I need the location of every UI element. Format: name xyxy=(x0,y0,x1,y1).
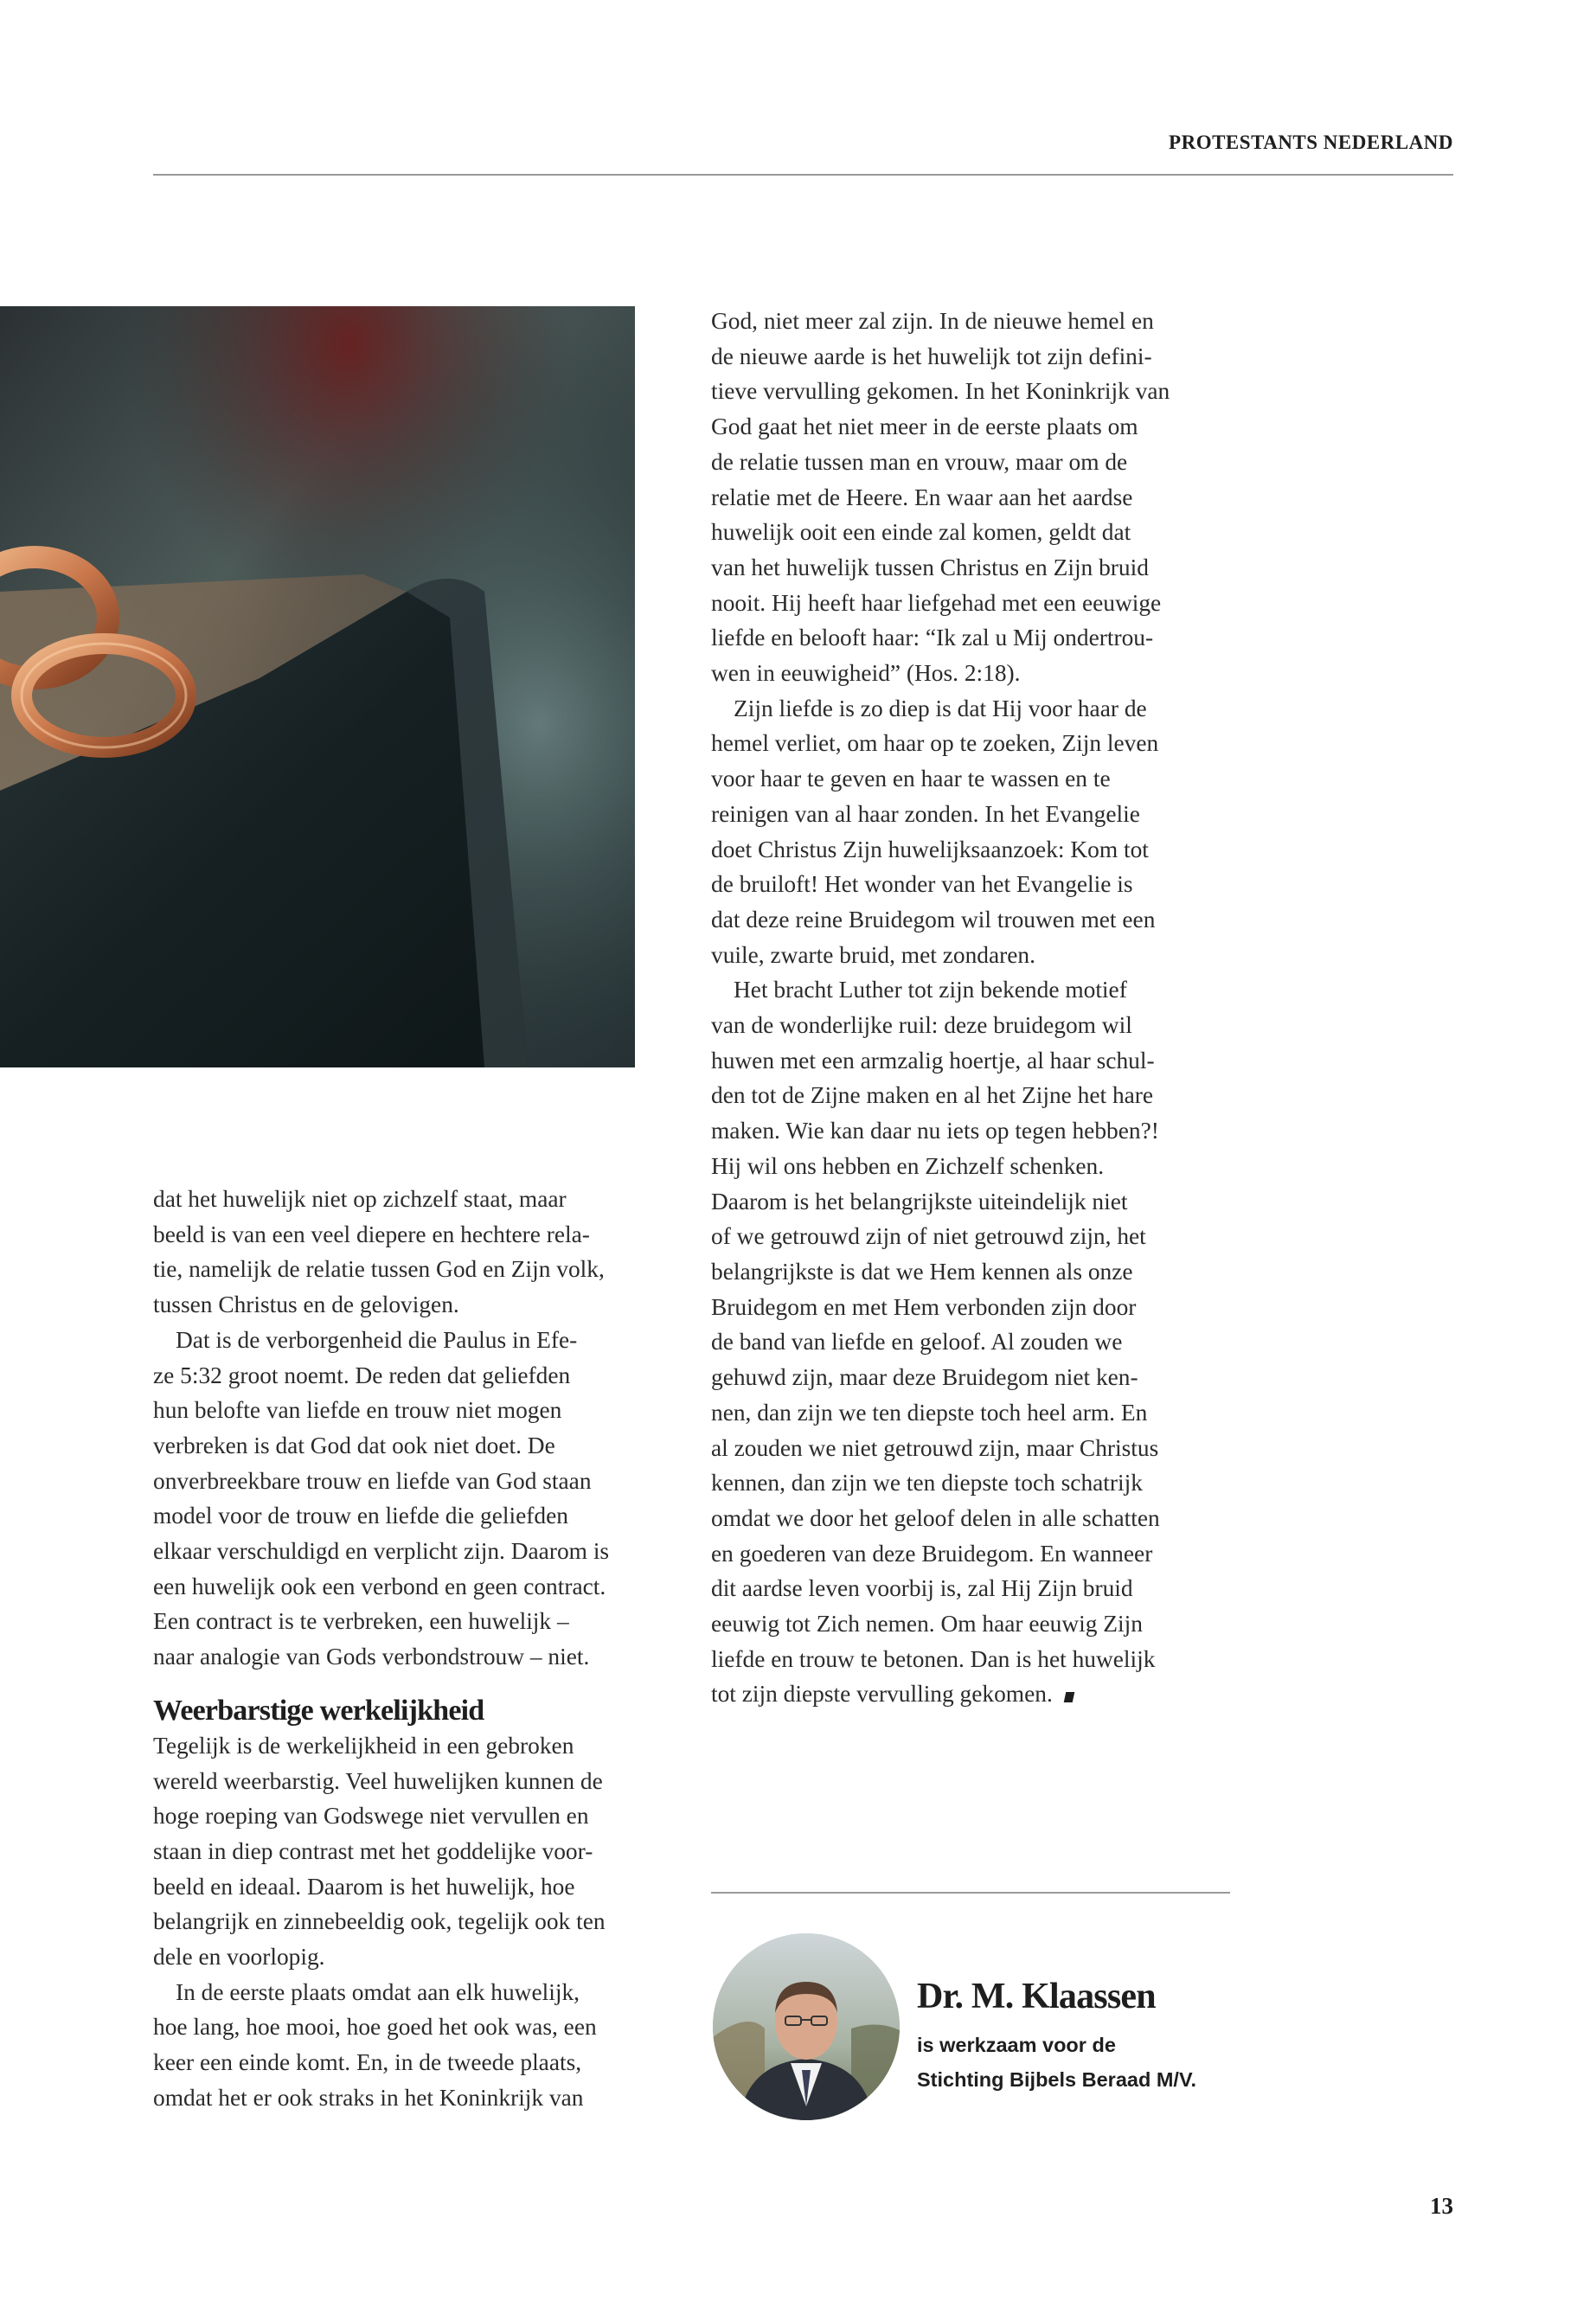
text-line: dat deze reine Bruidegom wil trouwen met een xyxy=(711,906,1156,933)
text-line: huwelijk ooit een einde zal komen, geldt dat xyxy=(711,519,1131,546)
text-line: van het huwelijk tussen Christus en Zijn bruid xyxy=(711,554,1149,580)
header-divider xyxy=(153,174,1453,176)
article-photo xyxy=(0,306,635,1067)
text-line: en goederen van deze Bruidegom. En wanneer xyxy=(711,1540,1153,1567)
author-portrait-icon xyxy=(713,1933,900,2120)
author-divider xyxy=(711,1892,1230,1894)
text-line: Dat is de verborgenheid die Paulus in Efe- xyxy=(176,1326,578,1353)
text-line: keer een einde komt. En, in de tweede plaats, xyxy=(153,2049,582,2076)
text-line: dit aardse leven voorbij is, zal Hij Zijn bruid xyxy=(711,1575,1133,1602)
text-line: de bruiloft! Het wonder van het Evangelie is xyxy=(711,871,1133,898)
text-line: voor haar te geven en haar te wassen en te xyxy=(711,766,1111,792)
text-line: Een contract is te verbreken, een huwelijk – xyxy=(153,1608,569,1635)
text-line: doet Christus Zijn huwelijksaanzoek: Kom tot xyxy=(711,836,1149,862)
text-line: de relatie tussen man en vrouw, maar om de xyxy=(711,448,1128,475)
text-line: ze 5:32 groot noemt. De reden dat geliefden xyxy=(153,1362,571,1388)
text-line: In de eerste plaats omdat aan elk huwelijk, xyxy=(176,1978,580,2005)
text-line-final xyxy=(711,1676,1195,1712)
text-line: nooit. Hij heeft haar liefgehad met een eeuwige xyxy=(711,589,1162,616)
text-line: den tot de Zijne maken en al het Zijne het hare xyxy=(711,1082,1154,1109)
text-line: tieve vervulling gekomen. In het Koninkrijk van xyxy=(711,378,1170,405)
text-line: of we getrouwd zijn of niet getrouwd zijn, het xyxy=(711,1223,1146,1250)
page-number: 13 xyxy=(1430,2193,1453,2219)
running-header: PROTESTANTS NEDERLAND xyxy=(1169,131,1453,153)
text-line: hun belofte van liefde en trouw niet mogen xyxy=(153,1397,562,1424)
text-line: belangrijkste is dat we Hem kennen als onze xyxy=(711,1258,1133,1285)
author-avatar xyxy=(713,1933,900,2120)
author-description xyxy=(917,2028,1280,2097)
text-line: God, niet meer zal zijn. In de nieuwe hemel en xyxy=(711,308,1154,334)
text-line: beeld en ideaal. Daarom is het huwelijk, hoe xyxy=(153,1873,575,1900)
text-line: naar analogie van Gods verbondstrouw – niet. xyxy=(153,1644,590,1670)
text-line: onverbreekbare trouw en liefde van God staan xyxy=(153,1467,592,1494)
text-line: model voor de trouw en liefde die geliefden xyxy=(153,1503,568,1529)
text-line: hemel verliet, om haar op te zoeken, Zijn leven xyxy=(711,730,1159,757)
text-line: eeuwig tot Zich nemen. Om haar eeuwig Zijn xyxy=(711,1611,1143,1638)
author-desc-line: is werkzaam voor de xyxy=(917,2034,1116,2056)
text-line: verbreken is dat God dat ook niet doet. De xyxy=(153,1432,555,1458)
text-line: huwen met een armzalig hoertje, al haar schul- xyxy=(711,1047,1155,1074)
text-line: kennen, dan zijn we ten diepste toch schatrijk xyxy=(711,1470,1143,1497)
text-line: elkaar verschuldigd en verplicht zijn. Daarom is xyxy=(153,1538,610,1565)
text-line: de nieuwe aarde is het huwelijk tot zijn defini- xyxy=(711,343,1152,369)
text-line: omdat het er ook straks in het Koninkrijk van xyxy=(153,2084,584,2111)
section-subheading: Weerbarstige werkelijkheid xyxy=(153,1694,484,1727)
text-line: gehuwd zijn, maar deze Bruidegom niet ken- xyxy=(711,1364,1138,1391)
left-text-column xyxy=(153,1182,638,2116)
text-line: maken. Wie kan daar nu iets op tegen hebben?! xyxy=(711,1118,1159,1144)
author-name: Dr. M. Klaassen xyxy=(917,1977,1156,2016)
text-line: hoe lang, hoe mooi, hoe goed het ook was, een xyxy=(153,2014,597,2041)
text-line: al zouden we niet getrouwd zijn, maar Christus xyxy=(711,1434,1159,1461)
text-line: belangrijk en zinnebeeldig ook, tegelijk ook ten xyxy=(153,1908,606,1935)
text-line: nen, dan zijn we ten diepste toch heel arm. En xyxy=(711,1399,1148,1426)
wedding-rings-on-book-icon xyxy=(0,306,635,1067)
text-line: staan in diep contrast met het goddelijke voor- xyxy=(153,1837,593,1864)
text-line: van de wonderlijke ruil: deze bruidegom wil xyxy=(711,1012,1132,1039)
text-line: reinigen van al haar zonden. In het Evangelie xyxy=(711,800,1140,827)
text-line: tot zijn diepste vervulling gekomen. xyxy=(711,1681,1053,1708)
text-line: wen in eeuwigheid” (Hos. 2:18). xyxy=(711,660,1021,687)
text-line: beeld is van een veel diepere en hechtere rela- xyxy=(153,1221,590,1247)
text-line: liefde en belooft haar: “Ik zal u Mij ondertrou- xyxy=(711,625,1154,651)
text-line: Het bracht Luther tot zijn bekende motief xyxy=(734,977,1127,1003)
text-line: Bruidegom en met Hem verbonden zijn door xyxy=(711,1293,1137,1320)
right-text-column xyxy=(711,304,1195,1712)
text-line: Tegelijk is de werkelijkheid in een gebroken xyxy=(153,1732,574,1759)
end-of-article-icon xyxy=(1064,1692,1075,1702)
text-line: relatie met de Heere. En waar aan het aardse xyxy=(711,484,1133,510)
text-line: Daarom is het belangrijkste uiteindelijk niet xyxy=(711,1188,1128,1215)
text-line: dat het huwelijk niet op zichzelf staat, maar xyxy=(153,1186,567,1212)
text-line: liefde en trouw te betonen. Dan is het huwelijk xyxy=(711,1645,1156,1672)
author-desc-line: Stichting Bijbels Beraad M/V. xyxy=(917,2068,1196,2091)
text-line: de band van liefde en geloof. Al zouden we xyxy=(711,1329,1123,1356)
text-line: God gaat het niet meer in de eerste plaats om xyxy=(711,413,1138,440)
text-line: tie, namelijk de relatie tussen God en Zijn volk, xyxy=(153,1256,605,1283)
text-line: Hij wil ons hebben en Zichzelf schenken. xyxy=(711,1152,1105,1179)
text-line: tussen Christus en de gelovigen. xyxy=(153,1292,459,1318)
text-line: vuile, zwarte bruid, met zondaren. xyxy=(711,941,1035,968)
text-line: wereld weerbarstig. Veel huwelijken kunnen de xyxy=(153,1767,603,1794)
text-line: Zijn liefde is zo diep is dat Hij voor haar de xyxy=(734,695,1147,721)
text-line: een huwelijk ook een verbond en geen contract. xyxy=(153,1573,606,1599)
text-line: omdat we door het geloof delen in alle schatten xyxy=(711,1504,1160,1531)
text-line: hoge roeping van Godswege niet vervullen en xyxy=(153,1803,589,1830)
text-line: dele en voorlopig. xyxy=(153,1944,325,1971)
